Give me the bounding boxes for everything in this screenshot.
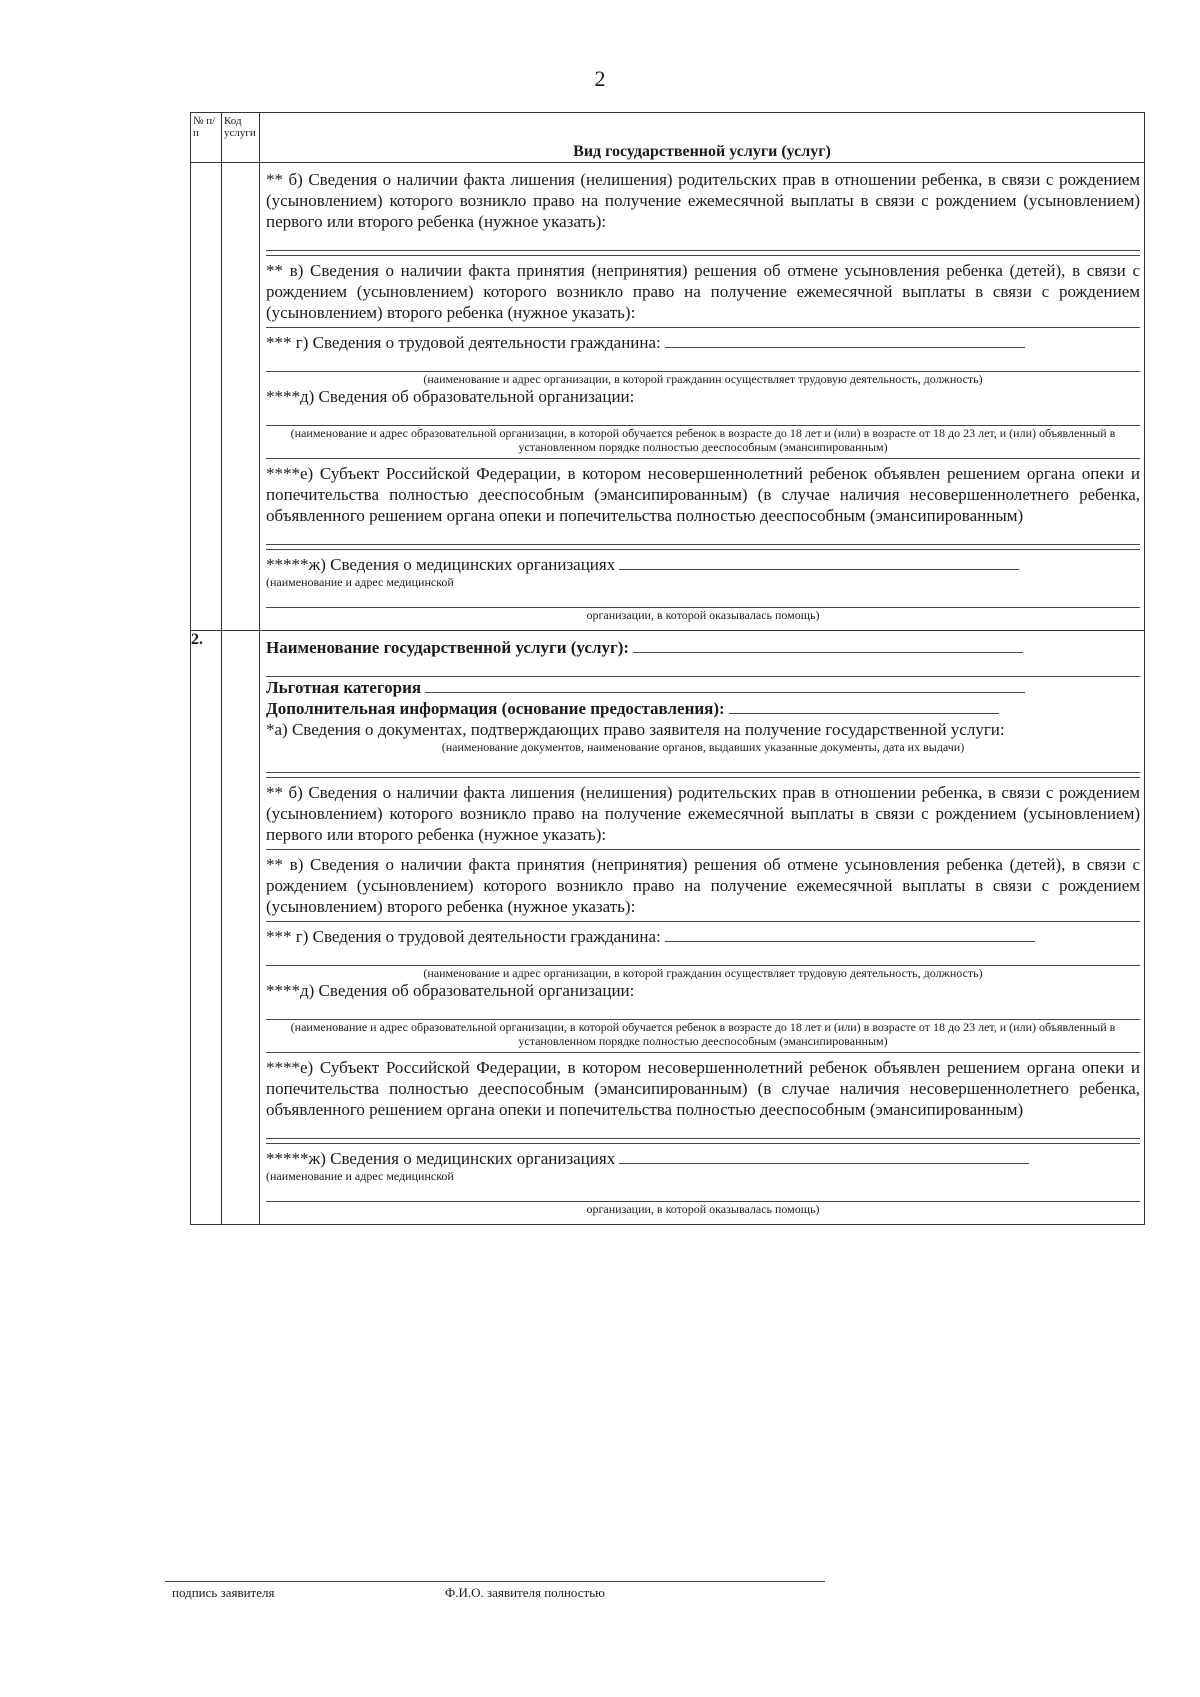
row1-code-cell <box>222 163 260 631</box>
row2-d-caption: (наименование и адрес образовательной организации, в которой обучается ребенок в возрасте до 18 лет и (или) в возрасте от 18 до 23 лет, и (или) объявленный в установленном порядке полностью дееспособным (эмансипированным) <box>290 1020 1116 1048</box>
row2-d-input-line[interactable] <box>266 1001 1140 1020</box>
row1-number-cell <box>191 163 222 631</box>
row2-item-g: *** г) Сведения о трудовой деятельности гражданина: <box>266 927 661 946</box>
row1-item-d: ****д) Сведения об образовательной организации: <box>266 387 635 406</box>
row1-g-input-line[interactable] <box>266 353 1140 372</box>
row2-service-input-line[interactable] <box>266 658 1140 677</box>
row2-item-d: ****д) Сведения об образовательной организации: <box>266 981 635 1000</box>
row1-item-b: ** б) Сведения о наличии факта лишения (нелишения) родительских прав в отношении ребенка, в связи с рождением (усыновлением) которого возникло право на получение ежемесячной выплаты в связи с рождением (усыновлением) первого или второго ребенка (нужное указать): <box>266 170 1140 231</box>
row1-item-e: ****е) Субъект Российской Федерации, в котором несовершеннолетний ребенок объявлен решением органа опеки и попечительства полностью дееспособным (эмансипированным) (в случае наличия несовершеннолетнего ребенка, объявленного решением органа опеки и попечительства полностью дееспособным (эмансипированным) <box>266 464 1140 525</box>
row2-item-zh: *****ж) Сведения о медицинских организациях <box>266 1149 616 1168</box>
header-title: Вид государственной услуги (услуг) <box>260 113 1145 163</box>
row1-zh-caption2: организации, в которой оказывалась помощь) <box>586 608 820 622</box>
row2-content-cell <box>260 631 1145 1225</box>
row2-category: Льготная категория <box>266 678 422 697</box>
row1-content-cell <box>260 163 1145 631</box>
row1-g-caption: (наименование и адрес организации, в которой гражданин осуществляет трудовую деятельность, должность) <box>423 372 983 386</box>
table-row-2 <box>191 631 1145 1225</box>
table-row-1 <box>191 163 1145 631</box>
row2-zh-input-line[interactable] <box>266 1183 1140 1202</box>
table-header-row <box>191 113 1145 163</box>
row1-item-zh: *****ж) Сведения о медицинских организациях <box>266 555 616 574</box>
applicant-signature-label: подпись заявителя <box>172 1585 275 1600</box>
row2-number: 2. <box>191 631 222 1225</box>
row1-item-g: *** г) Сведения о трудовой деятельности гражданина: <box>266 333 661 352</box>
row2-zh-caption1: (наименование и адрес медицинской <box>266 1169 454 1183</box>
row2-service-name-input[interactable] <box>633 638 1023 653</box>
row2-a-input-line[interactable] <box>266 754 1140 773</box>
applicant-name-label: Ф.И.О. заявителя полностью <box>445 1585 605 1600</box>
row1-d-input-line[interactable] <box>266 407 1140 426</box>
services-table <box>190 112 1145 1225</box>
row2-a-caption: (наименование документов, наименование органов, выдавших указанные документы, дата их выдачи) <box>441 740 965 754</box>
row1-d-caption: (наименование и адрес образовательной организации, в которой обучается ребенок в возрасте до 18 лет и (или) в возрасте от 18 до 23 лет, и (или) объявленный в установленном порядке полностью дееспособным (эмансипированным) <box>290 426 1116 454</box>
row2-code-cell <box>222 631 260 1225</box>
row1-e-input-line[interactable] <box>266 526 1140 545</box>
row2-item-v: ** в) Сведения о наличии факта принятия (непринятия) решения об отмене усыновления ребенка (детей), в связи с рождением (усыновлением) которого возникло право на получение ежемесячной выплаты в связи с рождением (усыновлением) второго ребенка (нужное указать): <box>266 855 1140 916</box>
row2-g-caption: (наименование и адрес организации, в которой гражданин осуществляет трудовую деятельность, должность) <box>423 966 983 980</box>
row1-zh-input[interactable] <box>619 555 1019 570</box>
page-number: 2 <box>594 66 606 91</box>
row2-item-e: ****е) Субъект Российской Федерации, в котором несовершеннолетний ребенок объявлен решением органа опеки и попечительства полностью дееспособным (эмансипированным) (в случае наличия несовершеннолетнего ребенка, объявленного решением органа опеки и попечительства полностью дееспособным (эмансипированным) <box>266 1058 1140 1119</box>
row2-additional: Дополнительная информация (основание предоставления): <box>266 699 725 718</box>
row2-additional-input[interactable] <box>729 699 999 714</box>
row2-item-b: ** б) Сведения о наличии факта лишения (нелишения) родительских прав в отношении ребенка, в связи с рождением (усыновлением) которого возникло право на получение ежемесячной выплаты в связи с рождением (усыновлением) первого или второго ребенка (нужное указать): <box>266 783 1140 844</box>
row1-item-v: ** в) Сведения о наличии факта принятия (непринятия) решения об отмене усыновления ребенка (детей), в связи с рождением (усыновлением) которого возникло право на получение ежемесячной выплаты в связи с рождением (усыновлением) второго ребенка (нужное указать): <box>266 261 1140 322</box>
row2-service-name: Наименование государственной услуги (услуг): <box>266 638 630 657</box>
row1-zh-caption1: (наименование и адрес медицинской <box>266 575 454 589</box>
row2-zh-input[interactable] <box>619 1149 1029 1164</box>
row1-g-input[interactable] <box>665 333 1025 348</box>
row2-item-a: *а) Сведения о документах, подтверждающих право заявителя на получение государственной услуги: <box>266 720 1005 739</box>
row2-category-input[interactable] <box>425 678 1025 693</box>
row2-zh-caption2: организации, в которой оказывалась помощь) <box>586 1202 820 1216</box>
signature-line[interactable] <box>165 1581 825 1582</box>
row2-g-input[interactable] <box>665 927 1035 942</box>
row2-g-input-line[interactable] <box>266 947 1140 966</box>
header-number: № п/п <box>191 113 222 163</box>
header-code: Код услуги <box>222 113 260 163</box>
row1-zh-input-line[interactable] <box>266 589 1140 608</box>
row2-e-input-line[interactable] <box>266 1120 1140 1139</box>
row1-b-input-line[interactable] <box>266 232 1140 251</box>
